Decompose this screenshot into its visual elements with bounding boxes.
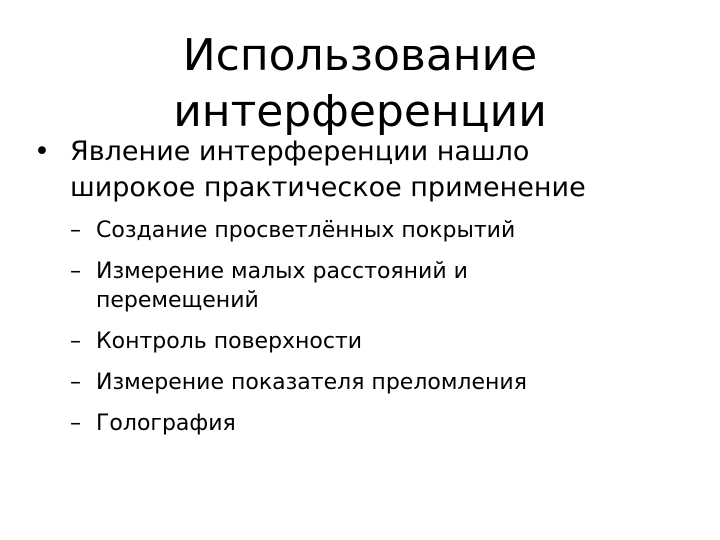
dash-icon: –	[70, 411, 81, 436]
dash-icon: –	[70, 329, 81, 354]
sub-bullet-text: перемещений	[96, 288, 259, 313]
sub-bullet-text: Создание просветлённых покрытий	[96, 218, 516, 243]
sub-bullet-text: Голография	[96, 411, 236, 436]
dash-icon: –	[70, 259, 81, 284]
slide-title-line-1: Использование	[182, 30, 538, 81]
dash-icon: –	[70, 370, 81, 395]
sub-bullet-text: Измерение малых расстояний и	[96, 259, 468, 284]
main-bullet-line-1: Явление интерференции нашло	[70, 136, 530, 167]
slide-title	[60, 28, 660, 140]
slide-content	[34, 134, 674, 450]
sub-bullet-text: Контроль поверхности	[96, 329, 363, 354]
dash-icon: –	[70, 218, 81, 243]
sub-bullet-text: Измерение показателя преломления	[96, 370, 527, 395]
sub-bullet-item	[34, 409, 674, 438]
sub-bullet-item	[34, 216, 674, 245]
bullet-dot-icon: •	[34, 136, 50, 167]
sub-bullet-list	[34, 216, 674, 438]
main-bullet	[34, 134, 674, 206]
slide-title-line-2: интерференции	[173, 86, 547, 137]
sub-bullet-item	[34, 368, 674, 397]
sub-bullet-item	[34, 257, 674, 315]
main-bullet-line-2: широкое практическое применение	[70, 172, 586, 203]
sub-bullet-item	[34, 327, 674, 356]
